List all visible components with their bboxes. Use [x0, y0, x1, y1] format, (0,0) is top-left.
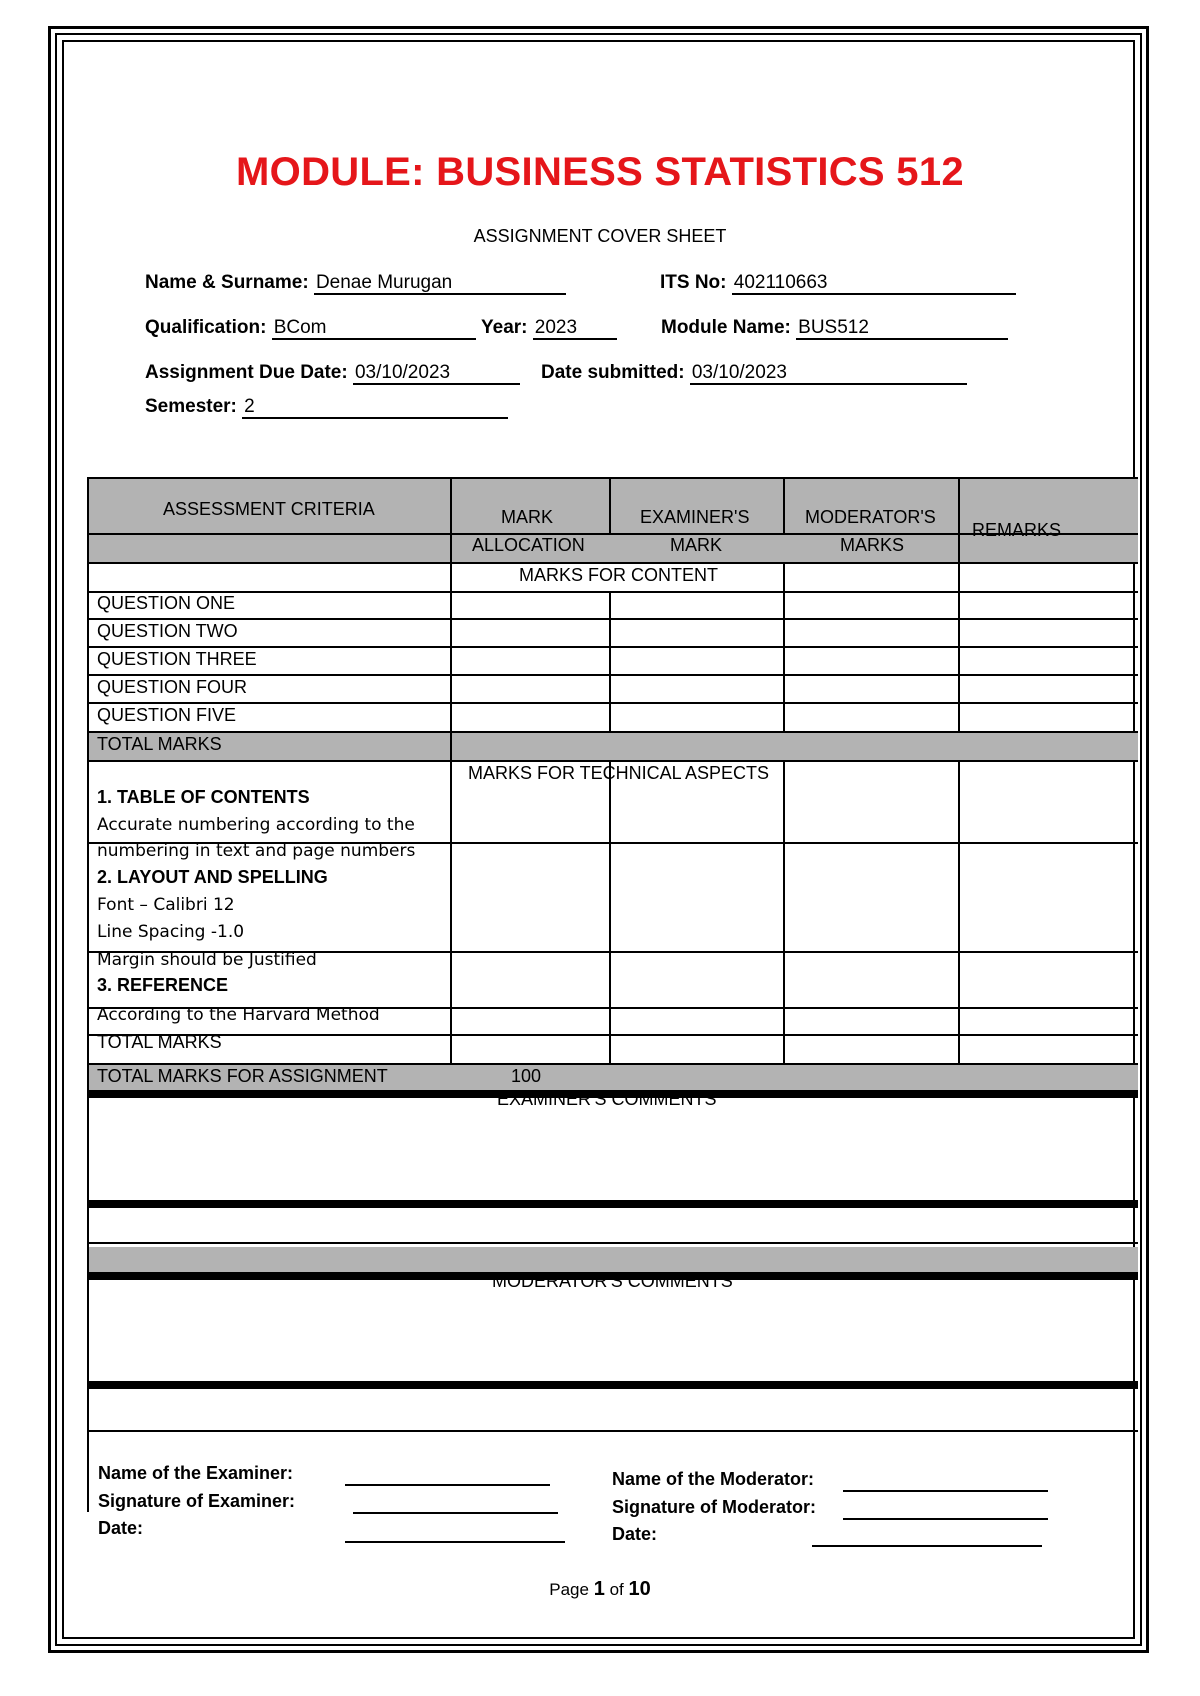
due-date-label: Assignment Due Date: [145, 362, 348, 383]
examiner-date-line[interactable] [345, 1541, 565, 1543]
column-divider [609, 477, 611, 533]
qualification-field [145, 317, 476, 340]
submitted-field [541, 362, 967, 385]
table-rule [87, 562, 1138, 564]
table-rule [87, 760, 1138, 762]
reference-line-1: According to the Harvard Method [97, 1005, 380, 1025]
of-word: of [609, 1580, 624, 1599]
reference-title: 3. REFERENCE [97, 975, 229, 995]
total-marks-assignment-label: TOTAL MARKS FOR ASSIGNMENT [97, 1066, 388, 1086]
examiner-comments-area[interactable] [89, 1099, 1138, 1199]
assessment-table [87, 477, 1138, 1440]
semester-field [145, 396, 508, 419]
table-rule [87, 591, 1138, 593]
cover-sheet-subtitle: ASSIGNMENT COVER SHEET [473, 226, 727, 246]
column-divider [783, 562, 785, 733]
examiner-comments-label: EXAMINER'S COMMENTS [497, 1089, 717, 1109]
question-one: QUESTION ONE [97, 593, 236, 613]
toc-title: 1. TABLE OF CONTENTS [97, 787, 310, 807]
marks-for-content-label: MARKS FOR CONTENT [519, 565, 719, 585]
column-divider [783, 477, 785, 533]
moderator-date-line[interactable] [812, 1545, 1042, 1547]
page-total: 10 [628, 1578, 651, 1600]
examiner-signature-label: Signature of Examiner: [98, 1491, 296, 1511]
its-label: ITS No: [660, 272, 727, 293]
layout-line-2: Line Spacing -1.0 [97, 922, 245, 942]
table-rule [87, 1063, 1138, 1065]
header-allocation: ALLOCATION [472, 535, 585, 555]
qualification-label: Qualification: [145, 317, 267, 338]
toc-line-1: Accurate numbering according to the [97, 815, 415, 835]
column-divider [958, 760, 960, 1065]
toc-line-2: numbering in text and page numbers [97, 841, 416, 861]
column-divider [450, 477, 452, 1065]
table-rule [87, 731, 1138, 733]
name-label: Name & Surname: [145, 272, 309, 293]
header-moderators: MODERATOR'S [805, 507, 936, 527]
table-rule [87, 702, 1138, 704]
module-field [661, 317, 1008, 340]
its-value[interactable]: 402110663 [732, 273, 1016, 295]
moderator-comments-label: MODERATOR'S COMMENTS [492, 1271, 733, 1291]
page-footer [0, 1578, 1200, 1601]
table-rule [87, 1430, 1138, 1432]
module-label: Module Name: [661, 317, 791, 338]
due-date-field [145, 362, 520, 385]
header-examiner-mark: MARK [670, 535, 723, 555]
year-field [481, 317, 617, 340]
total-marks-content: TOTAL MARKS [97, 734, 222, 754]
table-rule [87, 646, 1138, 648]
header-mark: MARK [501, 507, 554, 527]
page-number: 1 [593, 1578, 605, 1600]
examiner-name-label: Name of the Examiner: [98, 1463, 294, 1483]
moderator-signature-label: Signature of Moderator: [612, 1497, 817, 1517]
examiner-name-line[interactable] [345, 1484, 550, 1486]
header-assessment-criteria: ASSESSMENT CRITERIA [163, 499, 375, 519]
name-value[interactable]: Denae Murugan [314, 273, 566, 295]
year-label: Year: [481, 317, 528, 338]
header-remarks: REMARKS [972, 520, 1062, 540]
moderator-signature-line[interactable] [843, 1518, 1048, 1520]
header-moderator-marks: MARKS [840, 535, 905, 555]
due-date-value[interactable]: 03/10/2023 [353, 363, 520, 385]
column-divider [783, 760, 785, 1065]
year-value[interactable]: 2023 [533, 318, 617, 340]
total-marks-assignment-value: 100 [511, 1066, 542, 1086]
semester-label: Semester: [145, 396, 237, 417]
qualification-value[interactable]: BCom [272, 318, 476, 340]
total-marks-technical: TOTAL MARKS [97, 1032, 222, 1052]
header-examiners: EXAMINER'S [640, 507, 750, 527]
examiner-signature-line[interactable] [353, 1512, 558, 1514]
moderator-name-label: Name of the Moderator: [612, 1469, 815, 1489]
column-divider [609, 760, 611, 1065]
table-rule [87, 477, 1138, 479]
thick-rule [87, 1381, 1138, 1389]
module-title: MODULE: BUSINESS STATISTICS 512 [236, 150, 964, 194]
total-marks-band [87, 732, 1138, 760]
table-rule [87, 618, 1138, 620]
column-divider [958, 477, 960, 733]
thick-rule [87, 1200, 1138, 1208]
moderator-date-label: Date: [612, 1524, 658, 1544]
moderator-name-line[interactable] [843, 1490, 1048, 1492]
question-four: QUESTION FOUR [97, 677, 248, 697]
page-word: Page [549, 1580, 589, 1599]
submitted-label: Date submitted: [541, 362, 685, 383]
table-rule [87, 1242, 1138, 1244]
semester-value[interactable]: 2 [242, 397, 508, 419]
moderator-band [87, 1247, 1138, 1274]
name-field [145, 272, 566, 295]
submitted-value[interactable]: 03/10/2023 [690, 363, 967, 385]
its-field [660, 272, 1016, 295]
column-divider [609, 591, 611, 733]
question-two: QUESTION TWO [97, 621, 238, 641]
marks-for-technical-label: MARKS FOR TECHNICAL ASPECTS [468, 763, 770, 783]
question-five: QUESTION FIVE [97, 705, 237, 725]
table-rule [87, 674, 1138, 676]
module-value[interactable]: BUS512 [796, 318, 1008, 340]
table-rule [87, 1034, 1138, 1036]
layout-title: 2. LAYOUT AND SPELLING [97, 867, 328, 887]
moderator-comments-area[interactable] [89, 1281, 1138, 1380]
layout-line-1: Font – Calibri 12 [97, 895, 235, 915]
layout-line-3: Margin should be Justified [97, 950, 317, 970]
question-three: QUESTION THREE [97, 649, 257, 669]
examiner-date-label: Date: [98, 1518, 144, 1538]
